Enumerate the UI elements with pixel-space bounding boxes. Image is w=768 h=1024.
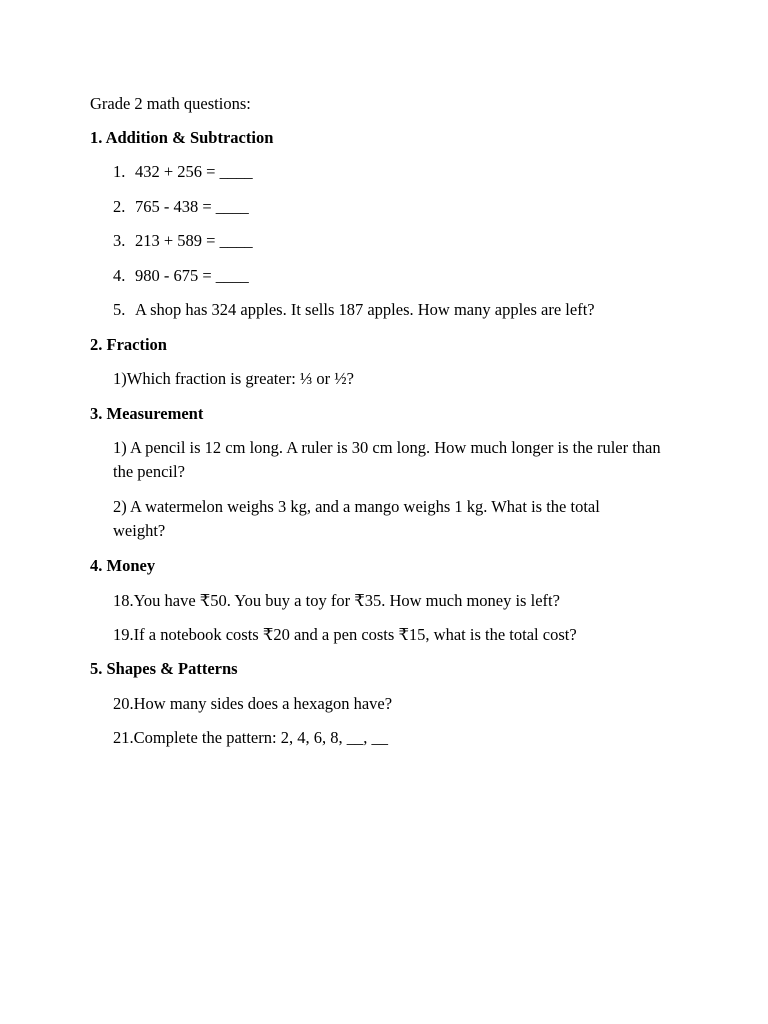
question-text: 2) A watermelon weighs 3 kg, and a mango weighs 1 kg. What is the total weight? xyxy=(113,497,600,540)
question-text: 1)Which fraction is greater: ⅓ or ½? xyxy=(113,369,354,388)
question-text: 18.You have ₹50. You buy a toy for ₹35. How much money is left? xyxy=(113,591,560,610)
intro-text: Grade 2 math questions: xyxy=(90,94,251,113)
list-item-number: 3. xyxy=(113,231,126,250)
list-item xyxy=(113,160,253,184)
question-text: 21.Complete the pattern: 2, 4, 6, 8, __, __ xyxy=(113,728,388,747)
list-item-text: 213 + 589 = ____ xyxy=(135,231,253,250)
question-text: 20.How many sides does a hexagon have? xyxy=(113,694,393,713)
section-heading-measurement: 3. Measurement xyxy=(90,404,204,423)
list-item-number: 2. xyxy=(113,197,126,216)
section-heading-money: 4. Money xyxy=(90,556,156,575)
list-item xyxy=(113,195,249,219)
list-item-number: 5. xyxy=(113,300,126,319)
list-item-number: 1. xyxy=(113,162,126,181)
question-text: 19.If a notebook costs ₹20 and a pen costs ₹15, what is the total cost? xyxy=(113,625,577,644)
question-text: 1) A pencil is 12 cm long. A ruler is 30 cm long. How much longer is the ruler than the pencil? xyxy=(113,438,661,481)
list-item-text: 765 - 438 = ____ xyxy=(135,197,249,216)
list-item xyxy=(113,298,595,322)
list-item xyxy=(113,264,249,288)
list-item-text: 432 + 256 = ____ xyxy=(135,162,253,181)
section-heading-shapes: 5. Shapes & Patterns xyxy=(90,659,238,678)
list-item-number: 4. xyxy=(113,266,126,285)
list-item xyxy=(113,229,253,253)
list-item-text: 980 - 675 = ____ xyxy=(135,266,249,285)
section-heading-fraction: 2. Fraction xyxy=(90,335,167,354)
list-item-text: A shop has 324 apples. It sells 187 apples. How many apples are left? xyxy=(135,300,595,319)
section-heading-addition: 1. Addition & Subtraction xyxy=(90,128,274,147)
